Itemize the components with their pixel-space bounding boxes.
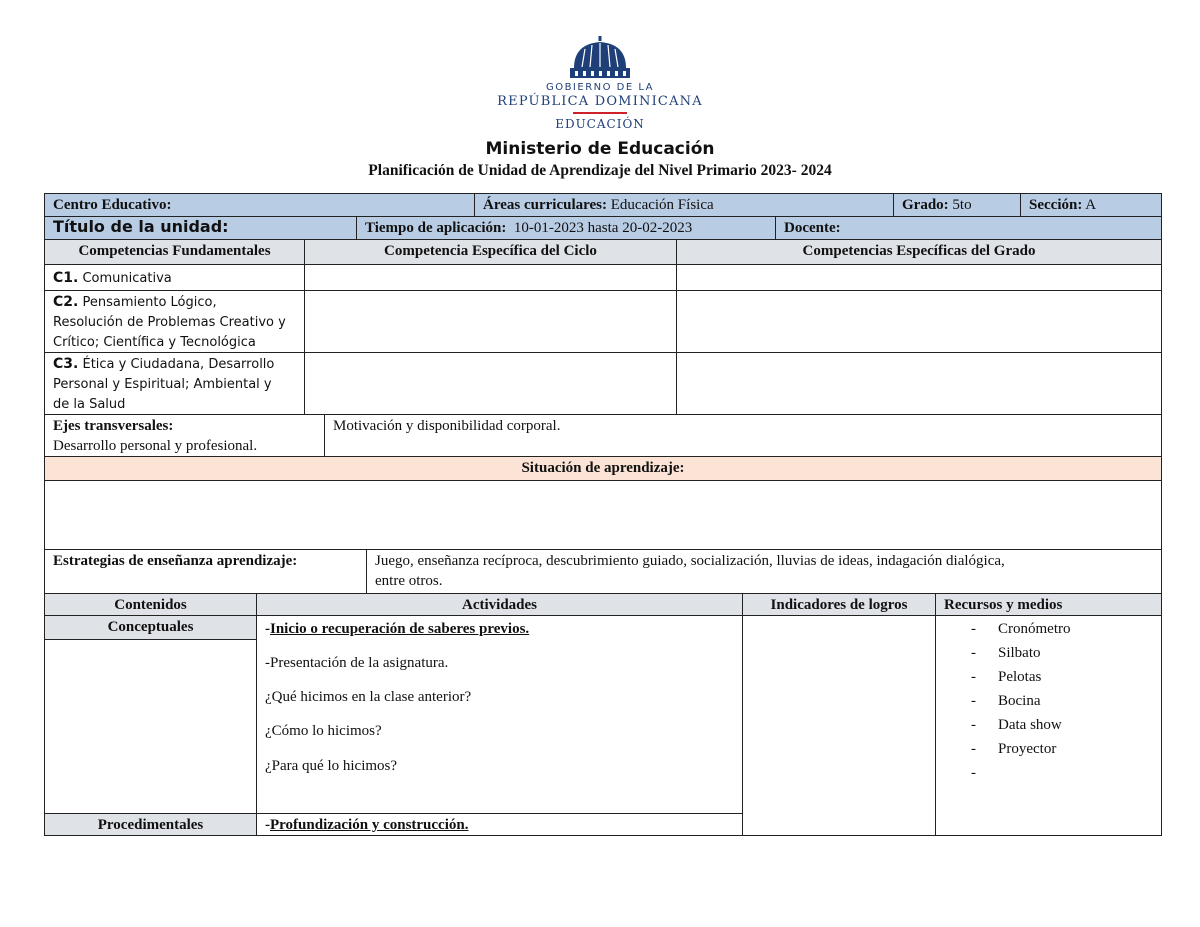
situacion-aprendizaje-header: Situación de aprendizaje:: [44, 456, 1162, 481]
c2-ciclo-cell[interactable]: [304, 290, 677, 353]
indicadores-body[interactable]: [742, 615, 936, 836]
estrategias-text-cell[interactable]: [366, 549, 1162, 594]
c2-grado-cell[interactable]: [676, 290, 1162, 353]
ministry-logo: [560, 34, 640, 82]
recursos-body[interactable]: [935, 615, 1162, 836]
areas-curriculares-cell[interactable]: [474, 193, 894, 217]
titulo-unidad-cell[interactable]: [44, 216, 357, 240]
recurso-item: - Silbato: [971, 645, 1041, 661]
competencia-c1: [44, 264, 305, 291]
c1-code: C1.: [53, 270, 79, 286]
c3-line1: Ética y Ciudadana, Desarrollo: [82, 357, 275, 372]
ejes-label: Ejes transversales:: [53, 418, 174, 434]
procedimentales-label: Procedimentales: [44, 813, 257, 836]
competencia-c2: [44, 290, 305, 353]
logo-text-educacion: EDUCACIÓN: [555, 117, 645, 131]
header-actividades: Actividades: [256, 593, 743, 616]
centro-educativo-label: Centro Educativo:: [53, 197, 172, 213]
c1-grado-cell[interactable]: [676, 264, 1162, 291]
situacion-aprendizaje-body[interactable]: [44, 480, 1162, 550]
grado-label: Grado:: [902, 197, 949, 213]
actividad-clase-anterior: ¿Qué hicimos en la clase anterior?: [265, 689, 472, 705]
header-recursos: Recursos y medios: [935, 593, 1162, 616]
header-contenidos: Contenidos: [44, 593, 257, 616]
c2-line2: Resolución de Problemas Creativo y: [53, 315, 286, 330]
ejes-text: Motivación y disponibilidad corporal.: [333, 418, 561, 434]
header-competencia-ciclo: Competencia Específica del Ciclo: [304, 239, 677, 265]
actividad-para-que: ¿Para qué lo hicimos?: [265, 758, 398, 774]
c1-text: Comunicativa: [82, 271, 172, 286]
header-indicadores: Indicadores de logros: [742, 593, 936, 616]
recurso-item: - Proyector: [971, 741, 1057, 757]
recurso-item: - Cronómetro: [971, 621, 1071, 637]
c3-line3: de la Salud: [53, 397, 126, 412]
seccion-cell[interactable]: [1020, 193, 1162, 217]
prof-title: Profundización y construcción.: [270, 817, 469, 833]
seccion-value: A: [1085, 197, 1097, 213]
estrategias-line1: Juego, enseñanza recíproca, descubrimiento guiado, socialización, lluvias de ideas, indagación dialógica,: [375, 553, 1005, 569]
grado-value: 5to: [952, 197, 972, 213]
tiempo-value: 10-01-2023 hasta 20-02-2023: [513, 220, 693, 236]
estrategias-line2: entre otros.: [375, 573, 443, 589]
c2-line1: Pensamiento Lógico,: [82, 295, 217, 310]
header-competencias-fundamentales: Competencias Fundamentales: [44, 239, 305, 265]
docente-cell[interactable]: [775, 216, 1162, 240]
recurso-item: - Data show: [971, 717, 1062, 733]
logo-text-republica: REPÚBLICA DOMINICANA: [497, 94, 703, 109]
actividades-profundizacion-cell[interactable]: [256, 813, 743, 836]
ejes-text-cell[interactable]: [324, 414, 1162, 457]
actividades-inicio-cell[interactable]: [256, 615, 743, 814]
areas-value: Educación Física: [610, 197, 714, 213]
inicio-title: Inicio o recuperación de saberes previos.: [270, 621, 530, 637]
ejes-transversales-cell: [44, 414, 325, 457]
docente-label: Docente:: [784, 220, 841, 236]
header-competencias-grado: Competencias Específicas del Grado: [676, 239, 1162, 265]
c3-ciclo-cell[interactable]: [304, 352, 677, 415]
competencia-c3: [44, 352, 305, 415]
prof-prefix: -: [265, 817, 270, 833]
recurso-item: - Bocina: [971, 693, 1041, 709]
conceptuales-body[interactable]: [44, 639, 257, 814]
c1-ciclo-cell[interactable]: [304, 264, 677, 291]
c3-code: C3.: [53, 356, 79, 372]
ejes-value: Desarrollo personal y profesional.: [53, 438, 258, 454]
c2-line3: Crítico; Científica y Tecnológica: [53, 335, 256, 350]
c3-line2: Personal y Espiritual; Ambiental y: [53, 377, 272, 392]
logo-divider: [573, 112, 627, 114]
inicio-prefix: -: [265, 621, 270, 637]
estrategias-label-cell: Estrategias de enseñanza aprendizaje:: [44, 549, 367, 594]
page-subtitle: Planificación de Unidad de Aprendizaje del Nivel Primario 2023- 2024: [368, 162, 832, 179]
conceptuales-label: Conceptuales: [44, 615, 257, 640]
grado-cell[interactable]: [893, 193, 1021, 217]
centro-educativo-cell[interactable]: [44, 193, 475, 217]
tiempo-label: Tiempo de aplicación:: [365, 220, 507, 236]
recurso-item: - Pelotas: [971, 669, 1042, 685]
actividad-presentacion: -Presentación de la asignatura.: [265, 655, 449, 671]
recurso-item: -: [971, 765, 976, 781]
areas-label: Áreas curriculares:: [483, 197, 607, 213]
c2-code: C2.: [53, 294, 79, 310]
tiempo-aplicacion-cell[interactable]: [356, 216, 776, 240]
page-title: Ministerio de Educación: [485, 139, 715, 159]
logo-text-gobierno: GOBIERNO DE LA: [545, 82, 655, 93]
actividad-como: ¿Cómo lo hicimos?: [265, 723, 382, 739]
titulo-unidad-label: Título de la unidad:: [53, 217, 229, 236]
seccion-label: Sección:: [1029, 197, 1083, 213]
c3-grado-cell[interactable]: [676, 352, 1162, 415]
